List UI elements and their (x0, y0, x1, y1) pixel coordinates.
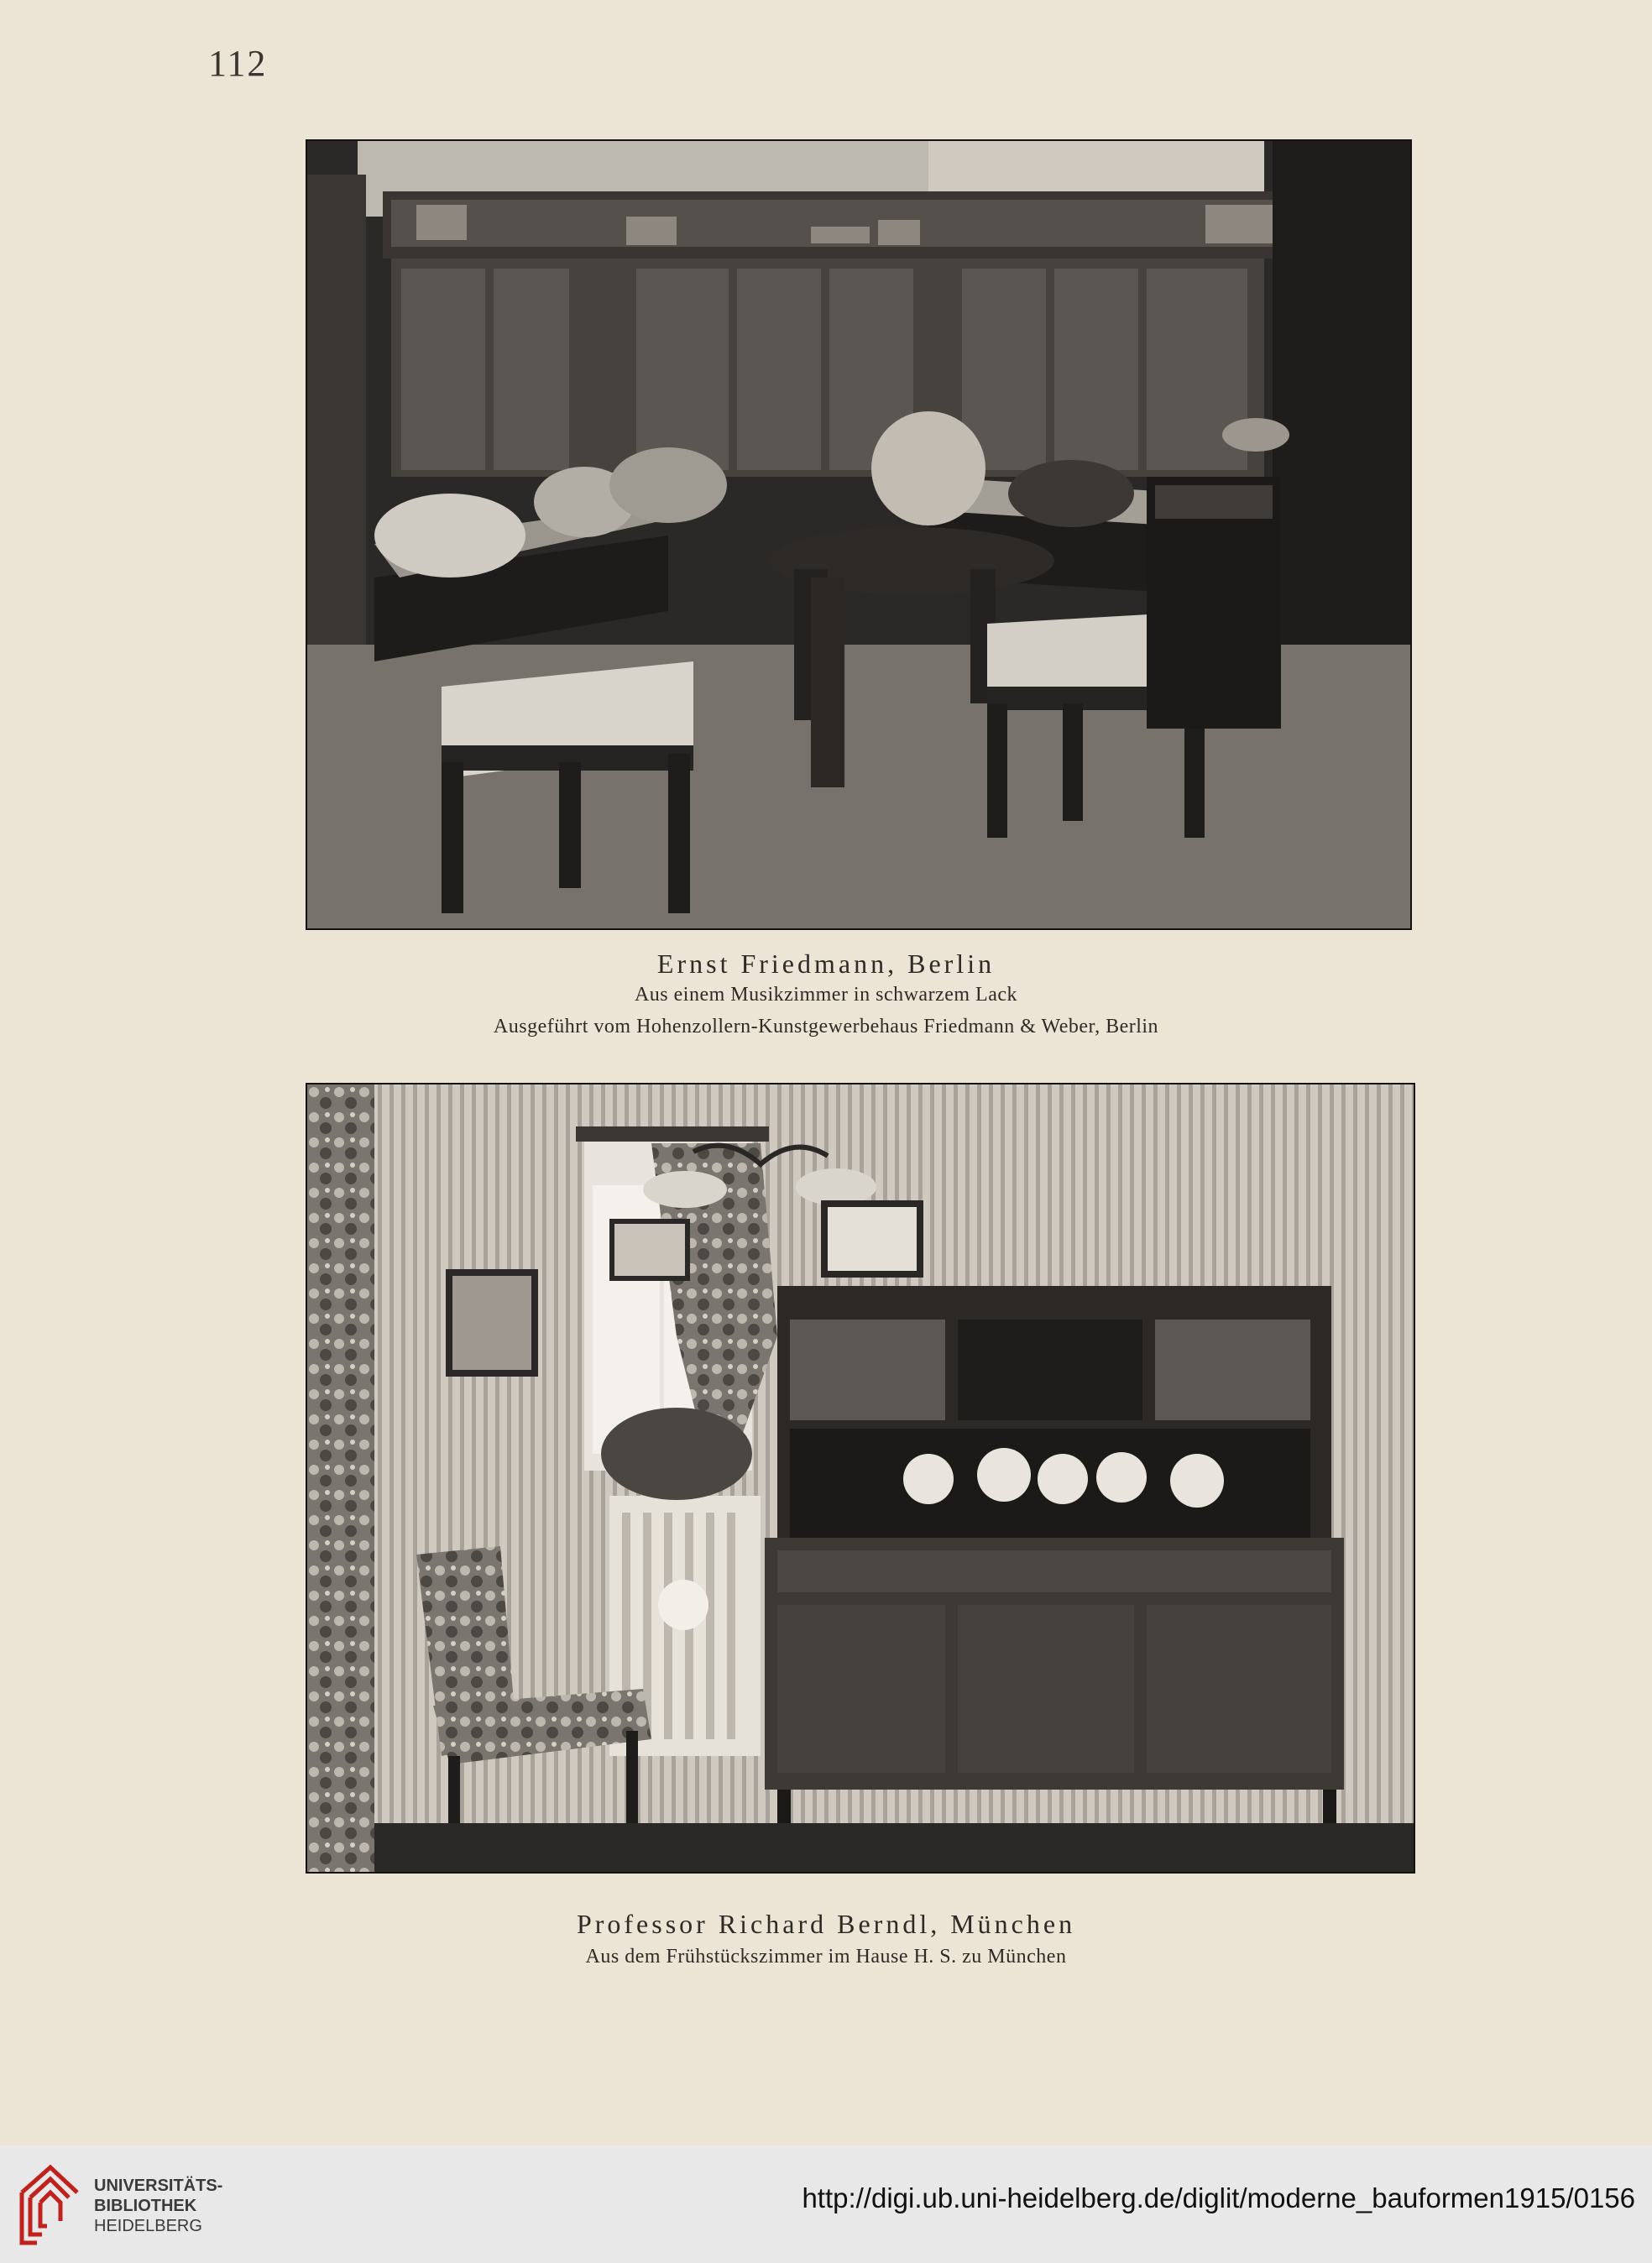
caption-description-1: Aus einem Musikzimmer in schwarzem Lack (634, 984, 1018, 1006)
caption-architect-2: Professor Richard Berndl, München (576, 1909, 1076, 1939)
photo-music-room (306, 139, 1412, 930)
library-name-line-2: BIBLIOTHEK (94, 2197, 197, 2215)
page-number: 112 (208, 43, 268, 84)
source-url-link[interactable]: http://digi.ub.uni-heidelberg.de/diglit/moderne_bauformen1915/0156 (802, 2182, 1635, 2213)
footer-bar (0, 2145, 1652, 2263)
caption-description-2: Aus dem Frühstückszimmer im Hause H. S. zu München (585, 1946, 1067, 1968)
library-name-line-3: HEIDELBERG (94, 2217, 202, 2235)
library-name (94, 2176, 222, 2236)
library-name-line-1: UNIVERSITÄTS- (94, 2177, 223, 2195)
caption-execution-1: Ausgeführt vom Hohenzollern-Kunstgewerbehaus Friedmann & Weber, Berlin (493, 1016, 1159, 1037)
photo-breakfast-room (306, 1083, 1415, 1874)
caption-architect-1: Ernst Friedmann, Berlin (656, 949, 996, 979)
university-library-logo-icon[interactable] (17, 2162, 82, 2250)
